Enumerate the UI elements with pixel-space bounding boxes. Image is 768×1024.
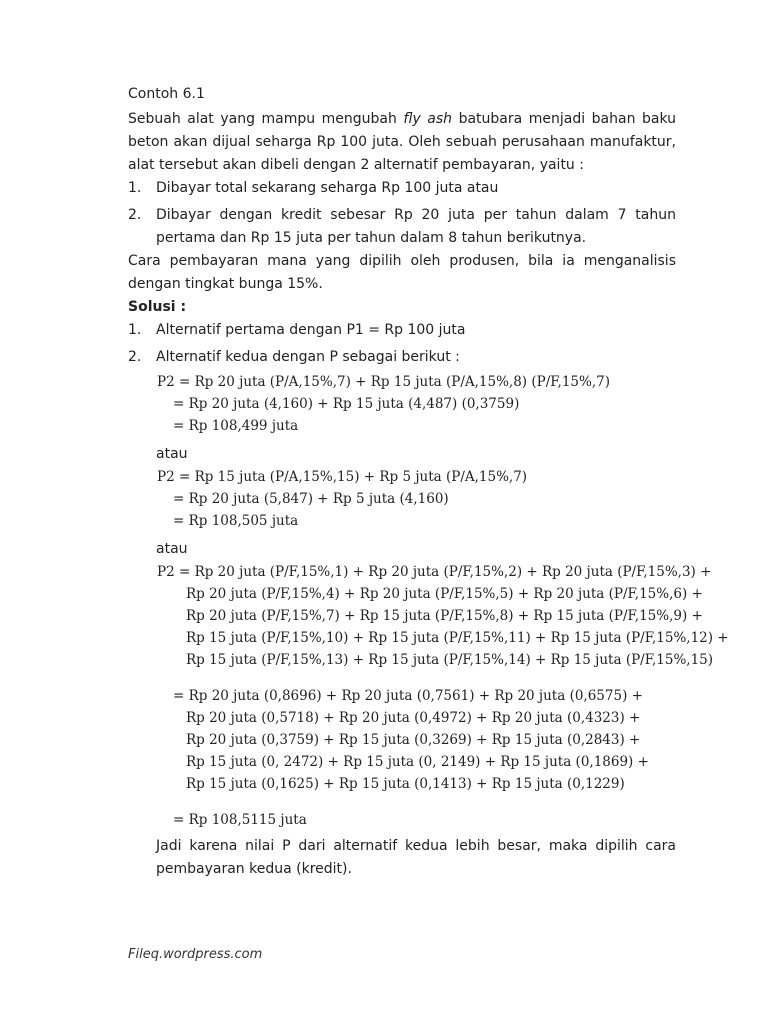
equation-line: Rp 20 juta (P/F,15%,7) + Rp 15 juta (P/F,15%,8) + Rp 15 juta (P/F,15%,9) + bbox=[186, 608, 703, 624]
equation-block-4 bbox=[157, 685, 676, 795]
equation-line: P2 = Rp 20 juta (P/A,15%,7) + Rp 15 juta (P/A,15%,8) (P/F,15%,7) bbox=[157, 374, 610, 390]
equation-line: Rp 15 juta (0,1625) + Rp 15 juta (0,1413) + Rp 15 juta (0,1229) bbox=[186, 776, 625, 792]
list-number: 2. bbox=[128, 207, 142, 223]
list-text: Dibayar dengan kredit sebesar Rp 20 juta per tahun dalam 7 tahun pertama dan Rp 15 juta per tahun dalam 8 tahun berikutnya. bbox=[156, 207, 676, 246]
footer-source: Fileq.wordpress.com bbox=[128, 947, 263, 962]
example-heading: Contoh 6.1 bbox=[128, 86, 205, 102]
question-paragraph: Cara pembayaran mana yang dipilih oleh produsen, bila ia menganalisis dengan tingkat bunga 15%. bbox=[128, 253, 676, 292]
equation-result bbox=[157, 809, 676, 831]
intro-italic-term: fly ash bbox=[403, 111, 453, 127]
equation-line: Rp 15 juta (P/F,15%,10) + Rp 15 juta (P/F,15%,11) + Rp 15 juta (P/F,15%,12) + bbox=[186, 630, 729, 646]
equation-block-1 bbox=[157, 371, 676, 437]
equation-line: = Rp 20 juta (5,847) + Rp 5 juta (4,160) bbox=[173, 491, 449, 507]
equation-line: = Rp 20 juta (4,160) + Rp 15 juta (4,487) (0,3759) bbox=[173, 396, 520, 412]
intro-text-2: batubara menjadi bahan baku beton akan dijual seharga Rp 100 juta. Oleh sebuah perusahaan manufaktur, alat tersebut akan dibeli dengan 2 alternatif pembayaran, yaitu : bbox=[128, 111, 676, 173]
list-number: 1. bbox=[128, 180, 142, 196]
payment-options-list bbox=[128, 177, 676, 250]
equation-line: = Rp 108,5115 juta bbox=[173, 812, 307, 828]
list-text: Alternatif kedua dengan P sebagai berikut : bbox=[156, 349, 460, 365]
equation-line: Rp 15 juta (P/F,15%,13) + Rp 15 juta (P/F,15%,14) + Rp 15 juta (P/F,15%,15) bbox=[186, 652, 714, 668]
equation-block-2 bbox=[157, 466, 676, 532]
or-label: atau bbox=[156, 541, 188, 557]
intro-text-1: Sebuah alat yang mampu mengubah bbox=[128, 111, 404, 127]
document-page bbox=[128, 84, 729, 881]
list-number: 2. bbox=[128, 349, 142, 365]
equation-line: Rp 20 juta (0,5718) + Rp 20 juta (0,4972) + Rp 20 juta (0,4323) + bbox=[186, 710, 641, 726]
equation-line: Rp 15 juta (0, 2472) + Rp 15 juta (0, 2149) + Rp 15 juta (0,1869) + bbox=[186, 754, 649, 770]
list-item bbox=[128, 177, 676, 200]
or-label: atau bbox=[156, 446, 188, 462]
list-item bbox=[128, 319, 676, 342]
solution-list bbox=[128, 319, 676, 369]
equation-line: = Rp 108,505 juta bbox=[173, 513, 299, 529]
equation-line: = Rp 20 juta (0,8696) + Rp 20 juta (0,7561) + Rp 20 juta (0,6575) + bbox=[173, 688, 643, 704]
equation-block-3 bbox=[157, 561, 729, 671]
equation-line: = Rp 108,499 juta bbox=[173, 418, 299, 434]
equation-line: P2 = Rp 15 juta (P/A,15%,15) + Rp 5 juta (P/A,15%,7) bbox=[157, 469, 528, 485]
list-item bbox=[128, 346, 676, 369]
list-text: Dibayar total sekarang seharga Rp 100 juta atau bbox=[156, 180, 499, 196]
equation-line: Rp 20 juta (0,3759) + Rp 15 juta (0,3269) + Rp 15 juta (0,2843) + bbox=[186, 732, 641, 748]
list-item bbox=[128, 204, 676, 250]
solution-label: Solusi : bbox=[128, 299, 187, 315]
list-text: Alternatif pertama dengan P1 = Rp 100 juta bbox=[156, 322, 466, 338]
intro-paragraph bbox=[128, 108, 676, 177]
equation-line: Rp 20 juta (P/F,15%,4) + Rp 20 juta (P/F,15%,5) + Rp 20 juta (P/F,15%,6) + bbox=[186, 586, 703, 602]
equation-line: P2 = Rp 20 juta (P/F,15%,1) + Rp 20 juta (P/F,15%,2) + Rp 20 juta (P/F,15%,3) + bbox=[157, 564, 712, 580]
list-number: 1. bbox=[128, 322, 142, 338]
conclusion-paragraph: Jadi karena nilai P dari alternatif kedua lebih besar, maka dipilih cara pembayaran kedua (kredit). bbox=[156, 838, 676, 877]
